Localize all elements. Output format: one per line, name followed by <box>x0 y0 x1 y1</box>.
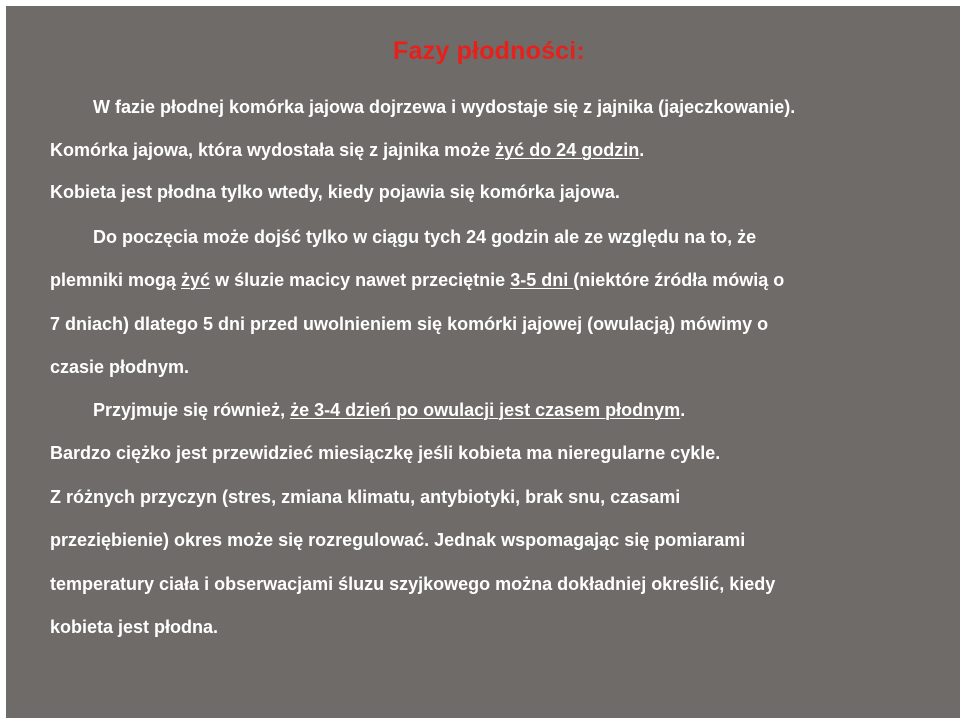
text-line-6: 7 dniach) dlatego 5 dni przed uwolnieniem się komórki jajowej (owulacją) mówimy o <box>50 314 769 334</box>
underlined-text: żyć do 24 godzin <box>495 140 640 160</box>
text-line-4: Do poczęcia może dojść tylko w ciągu tych 24 godzin ale ze względu na to, że <box>93 227 757 247</box>
text-line-9: Bardzo ciężko jest przewidzieć miesiączkę jeśli kobieta ma nieregularne cykle. <box>50 443 721 463</box>
underlined-text: że 3-4 dzień po owulacji jest czasem płodnym <box>290 400 681 420</box>
text-line-10: Z różnych przyczyn (stres, zmiana klimatu, antybiotyki, brak snu, czasami <box>50 487 681 507</box>
text-line-5: plemniki mogą żyć w śluzie macicy nawet przeciętnie 3-5 dni (niektóre źródła mówią o <box>50 270 785 290</box>
underlined-text: 3-5 dni <box>510 270 574 290</box>
text-line-7: czasie płodnym. <box>50 357 190 377</box>
text-line-11: przeziębienie) okres może się rozregulować. Jednak wspomagając się pomiarami <box>50 530 746 550</box>
underlined-text: żyć <box>181 270 211 290</box>
text-line-2: Komórka jajowa, która wydostała się z jajnika może żyć do 24 godzin. <box>50 140 645 160</box>
text-line-3: Kobieta jest płodna tylko wtedy, kiedy pojawia się komórka jajowa. <box>50 182 620 202</box>
text-line-1: W fazie płodnej komórka jajowa dojrzewa i wydostaje się z jajnika (jajeczkowanie). <box>93 97 796 117</box>
slide-title: Fazy płodności: <box>393 37 585 65</box>
text-line-8: Przyjmuje się również, że 3-4 dzień po owulacji jest czasem płodnym. <box>93 400 686 420</box>
text-line-13: kobieta jest płodna. <box>50 617 219 637</box>
text-line-12: temperatury ciała i obserwacjami śluzu szyjkowego można dokładniej określić, kiedy <box>50 574 776 594</box>
